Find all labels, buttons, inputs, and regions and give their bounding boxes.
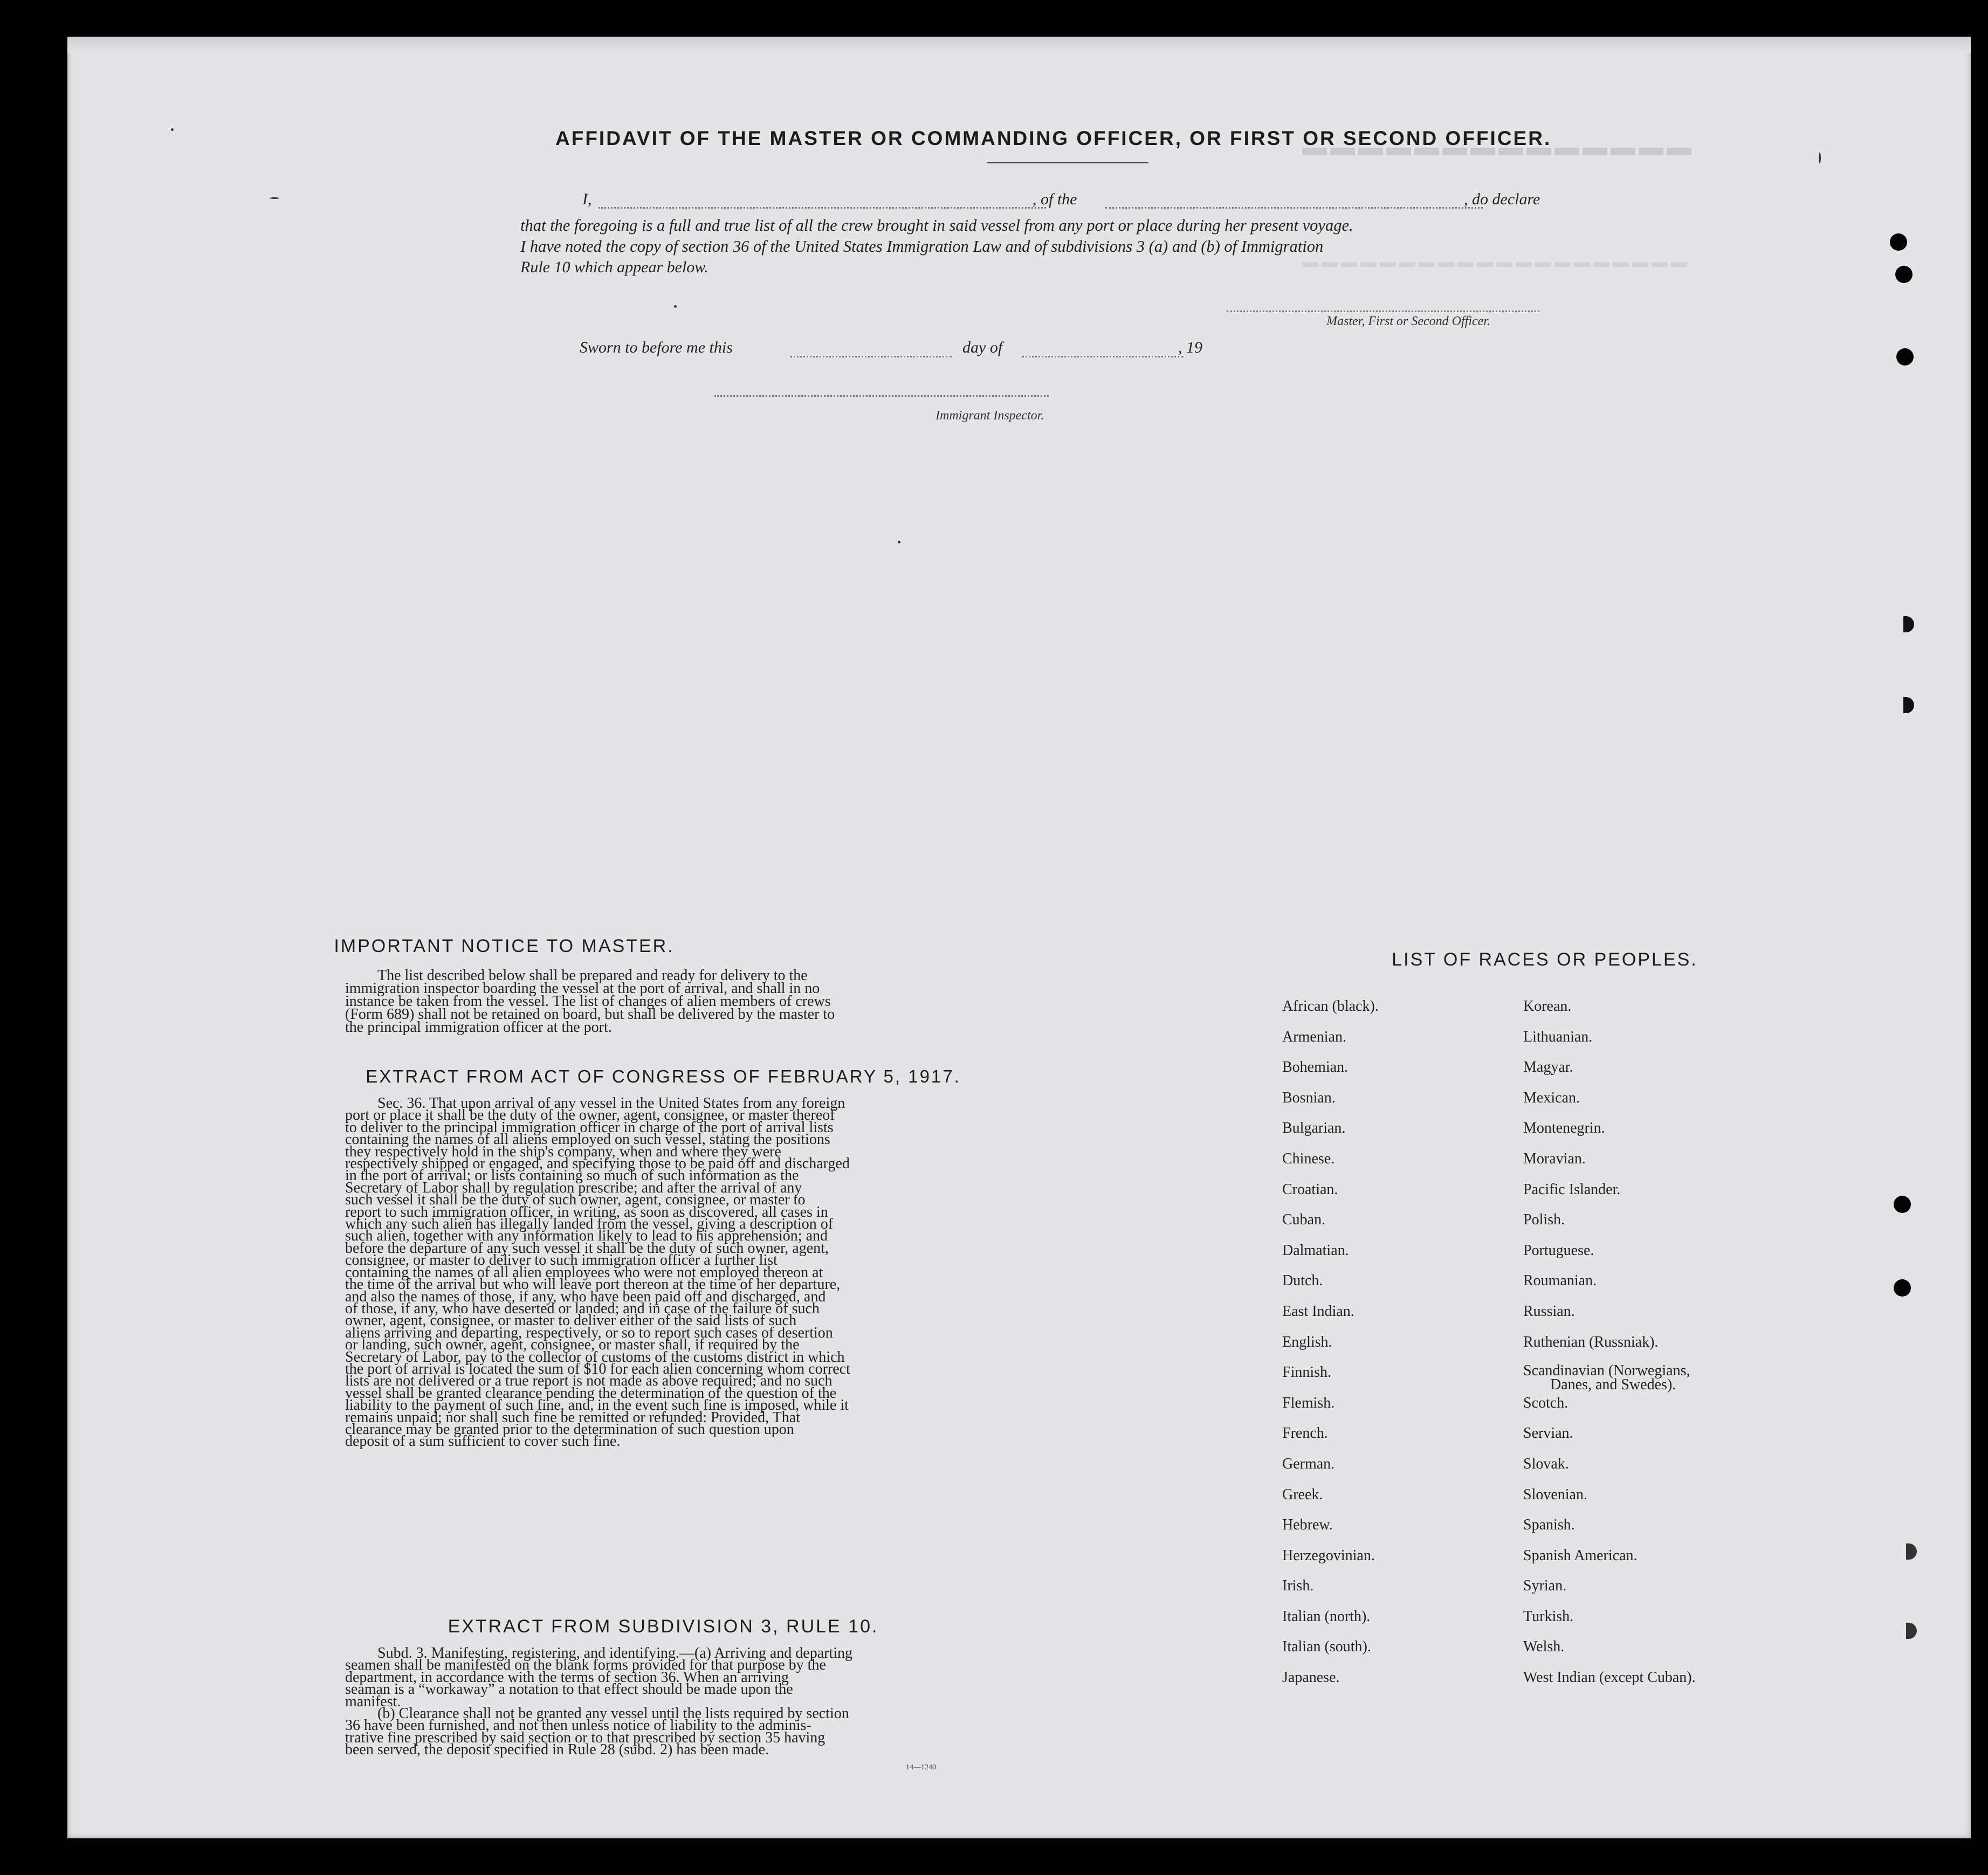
master-signature-line — [1227, 311, 1539, 312]
race-item: Irish. — [1282, 1577, 1314, 1595]
act-line: Sec. 36. That upon arrival of any vessel in the United States from any foreign — [377, 1095, 845, 1112]
act-line: of those, if any, who have deserted or landed; and in case of the failure of such — [345, 1300, 820, 1317]
month-blank — [1022, 356, 1184, 357]
act-line: and also the names of those, if any, who have been paid off and discharged, and — [345, 1288, 826, 1305]
race-item: Syrian. — [1523, 1577, 1567, 1595]
rule-line: manifest. — [345, 1693, 401, 1710]
act-line: such alien, together with any information likely to lead to his apprehension; and — [345, 1228, 828, 1245]
affidavit-of-the: , of the — [1033, 190, 1077, 208]
affidavit-line-3: I have noted the copy of section 36 of the United States Immigration Law and of subdivisions 3 (a) and (b) of Immigration — [520, 237, 1324, 256]
race-item: Pacific Islander. — [1523, 1181, 1621, 1198]
race-item-continuation: Danes, and Swedes). — [1550, 1376, 1676, 1394]
act-line: port or place it shall be the duty of the owner, agent, consignee, or master thereof — [345, 1107, 835, 1124]
vessel-blank — [1105, 207, 1483, 209]
notice-line: The list described below shall be prepared and ready for delivery to the — [377, 967, 808, 984]
race-item: Spanish. — [1523, 1516, 1575, 1534]
notice-line: immigration inspector boarding the vessel at the port of arrival, and shall in no — [345, 980, 820, 997]
act-line: clearance may be granted prior to the determination of such question upon — [345, 1421, 794, 1438]
race-item: Chinese. — [1282, 1150, 1335, 1167]
races-left-column — [1282, 998, 1379, 1700]
race-item: Cuban. — [1282, 1211, 1326, 1229]
act-line: vessel shall be granted clearance pending the determination of the question of the — [345, 1384, 837, 1402]
race-item: Portuguese. — [1523, 1242, 1594, 1259]
race-item: Turkish. — [1523, 1608, 1574, 1625]
race-item: Italian (north). — [1282, 1608, 1371, 1625]
affidavit-declare: , do declare — [1464, 190, 1540, 208]
bleed-through-line: ▬▬▬▬▬▬▬▬▬▬▬▬▬▬▬▬▬▬▬▬ — [1302, 258, 1690, 276]
race-item: Bosnian. — [1282, 1089, 1336, 1106]
rule-line: been served, the deposit specified in Rule 28 (subd. 2) has been made. — [345, 1741, 769, 1759]
race-item: Russian. — [1523, 1302, 1575, 1320]
title-rule — [987, 162, 1148, 163]
race-item: Servian. — [1523, 1425, 1573, 1442]
affidavit-line-4: Rule 10 which appear below. — [520, 258, 708, 276]
race-item: Slovak. — [1523, 1455, 1569, 1472]
race-item: Armenian. — [1282, 1028, 1346, 1045]
races-right-column — [1523, 998, 1696, 1700]
race-item: Korean. — [1523, 998, 1572, 1015]
punch-hole — [1894, 1279, 1911, 1297]
master-signature-label: Master, First or Second Officer. — [1326, 314, 1490, 328]
race-item: West Indian (except Cuban). — [1523, 1669, 1696, 1686]
race-item: Roumanian. — [1523, 1272, 1597, 1290]
race-item: Greek. — [1282, 1486, 1323, 1503]
race-item: Bulgarian. — [1282, 1120, 1346, 1137]
race-item: African (black). — [1282, 998, 1379, 1015]
rule-line: Subd. 3. Manifesting, registering, and identifying.—(a) Arriving and departing — [377, 1645, 853, 1662]
act-line: the time of the arrival but who will leave port thereon at the time of her departure, — [345, 1276, 841, 1293]
punch-hole — [1890, 233, 1907, 251]
act-line: they respectively hold in the ship's company, when and where they were — [345, 1143, 781, 1160]
race-item: Ruthenian (Russniak). — [1523, 1333, 1659, 1350]
punch-hole — [1906, 1543, 1917, 1560]
rule-line: trative fine prescribed by said section or to that prescribed by section 35 having — [345, 1729, 826, 1746]
affidavit-i: I, — [582, 190, 592, 208]
race-item: Flemish. — [1282, 1394, 1335, 1411]
race-item: Herzegovinian. — [1282, 1547, 1375, 1564]
act-line: owner, agent, consignee, or master to deliver either of the said lists of such — [345, 1312, 797, 1329]
race-item: Japanese. — [1282, 1669, 1340, 1686]
race-item: Welsh. — [1523, 1638, 1565, 1656]
act-line: remains unpaid; nor shall such fine be remitted or refunded: Provided, That — [345, 1409, 800, 1426]
race-item: Lithuanian. — [1523, 1028, 1593, 1045]
act-line: Secretary of Labor shall by regulation prescribe; and after the arrival of any — [345, 1179, 802, 1196]
notice-body — [345, 969, 981, 1034]
notice-line: instance be taken from the vessel. The list of changes of alien members of crews — [345, 993, 831, 1010]
act-line: such vessel it shall be the duty of such owner, agent, consignee, or master to — [345, 1191, 806, 1209]
races-title: LIST OF RACES OR PEOPLES. — [1392, 949, 1698, 970]
day-blank — [790, 356, 952, 357]
rule-line: seaman is a “workaway” a notation to that effect should be made upon the — [345, 1681, 793, 1698]
rule-body — [345, 1645, 981, 1759]
act-line: liability to the payment of such fine, and, in the event such fine is imposed, while it — [345, 1397, 849, 1414]
rule-line: seamen shall be manifested on the blank forms provided for that purpose by the — [345, 1657, 826, 1674]
affidavit-title: AFFIDAVIT OF THE MASTER OR COMMANDING OFFICER, OR FIRST OR SECOND OFFICER. — [555, 127, 1552, 149]
act-line: Secretary of Labor, pay to the collector of customs of the customs district in which — [345, 1348, 845, 1366]
act-line: consignee, or master to deliver to such immigration officer a further list — [345, 1252, 778, 1269]
day-of-text: day of — [962, 339, 1003, 356]
name-blank — [599, 207, 1046, 209]
race-item: English. — [1282, 1333, 1332, 1350]
act-line: the port of arrival is located the sum of $10 for each alien concerning whom correct — [345, 1360, 850, 1377]
act-line: which any such alien has illegally landed from the vessel, giving a description of — [345, 1216, 834, 1233]
race-item: Dalmatian. — [1282, 1242, 1349, 1259]
act-body — [345, 1095, 981, 1450]
punch-hole — [1906, 1623, 1917, 1639]
punch-hole — [1895, 266, 1913, 283]
act-line: deposit of a sum sufficient to cover such fine. — [345, 1433, 621, 1450]
act-line: aliens arriving and departing, respectively, or so to report such cases of desertion — [345, 1324, 833, 1341]
bleed-through-heading: ▬▬▬▬▬▬▬▬▬▬▬▬▬▬ — [1302, 142, 1695, 170]
race-item: Dutch. — [1282, 1272, 1323, 1290]
affidavit-line-2: that the foregoing is a full and true list of all the crew brought in said vessel from any port or place during her present voyage. — [520, 216, 1353, 235]
race-item: Croatian. — [1282, 1181, 1338, 1198]
speck — [898, 541, 900, 543]
act-line: or landing, such owner, agent, consignee, or master shall, if required by the — [345, 1336, 800, 1354]
act-line: lists are not delivered or a true report is not made as above required; and no such — [345, 1373, 833, 1390]
speck — [1819, 153, 1821, 163]
race-item: Mexican. — [1523, 1089, 1580, 1106]
inspector-signature-line — [714, 395, 1049, 397]
punch-hole — [1896, 348, 1914, 366]
speck — [171, 128, 174, 131]
act-line: respectively shipped or engaged, and specifying those to be paid off and discharged — [345, 1155, 850, 1173]
rule-line: (b) Clearance shall not be granted any vessel until the lists required by section — [377, 1705, 849, 1722]
punch-hole — [1903, 697, 1914, 713]
sworn-text: Sworn to before me this — [580, 339, 733, 356]
race-item: Slovenian. — [1523, 1486, 1587, 1503]
document-page — [67, 37, 1971, 1838]
notice-line: the principal immigration officer at the port. — [345, 1019, 612, 1036]
race-item: Polish. — [1523, 1211, 1565, 1229]
race-item: German. — [1282, 1455, 1335, 1472]
race-item: Finnish. — [1282, 1364, 1332, 1381]
race-item: Bohemian. — [1282, 1059, 1349, 1076]
notice-line: (Form 689) shall not be retained on board, but shall be delivered by the master to — [345, 1006, 835, 1023]
act-line: in the port of arrival; or lists containing so much of such information as the — [345, 1167, 799, 1184]
race-item — [1523, 1364, 1696, 1395]
speck — [270, 197, 279, 199]
act-line: containing the names of all aliens employed on such vessel, stating the positions — [345, 1131, 830, 1148]
race-item: Scotch. — [1523, 1394, 1569, 1411]
act-line: containing the names of all alien employees who were not employed thereon at — [345, 1264, 823, 1281]
race-item: Italian (south). — [1282, 1638, 1371, 1656]
race-item: East Indian. — [1282, 1302, 1354, 1320]
act-line: to deliver to the principal immigration officer in charge of the port of arrival lists — [345, 1119, 834, 1136]
act-line: report to such immigration officer, in writing, as soon as discovered, all cases in — [345, 1203, 828, 1221]
punch-hole — [1903, 616, 1914, 632]
race-item: Magyar. — [1523, 1059, 1573, 1076]
race-item: French. — [1282, 1425, 1328, 1442]
rule-line: department, in accordance with the terms of section 36. When an arriving — [345, 1669, 789, 1686]
notice-title: IMPORTANT NOTICE TO MASTER. — [334, 936, 675, 956]
race-item-scandinavian: Scandinavian (Norwegians, — [1523, 1362, 1690, 1380]
race-item: Spanish American. — [1523, 1547, 1638, 1564]
inspector-label: Immigrant Inspector. — [935, 409, 1044, 423]
act-line: before the departure of any such vessel it shall be the duty of such owner, agent, — [345, 1239, 829, 1257]
race-item: Montenegrin. — [1523, 1120, 1605, 1137]
punch-hole — [1894, 1196, 1911, 1213]
page-top-edge — [67, 37, 1971, 53]
race-item: Hebrew. — [1282, 1516, 1333, 1534]
year-text: , 19 — [1178, 339, 1202, 356]
speck — [674, 305, 677, 308]
act-title: EXTRACT FROM ACT OF CONGRESS OF FEBRUARY 5, 1917. — [366, 1066, 961, 1086]
rule-line: 36 have been furnished, and not then unless notice of liability to the adminis- — [345, 1717, 811, 1734]
rule-title: EXTRACT FROM SUBDIVISION 3, RULE 10. — [448, 1616, 879, 1637]
form-number: 14—1240 — [906, 1763, 936, 1771]
race-item: Moravian. — [1523, 1150, 1586, 1167]
